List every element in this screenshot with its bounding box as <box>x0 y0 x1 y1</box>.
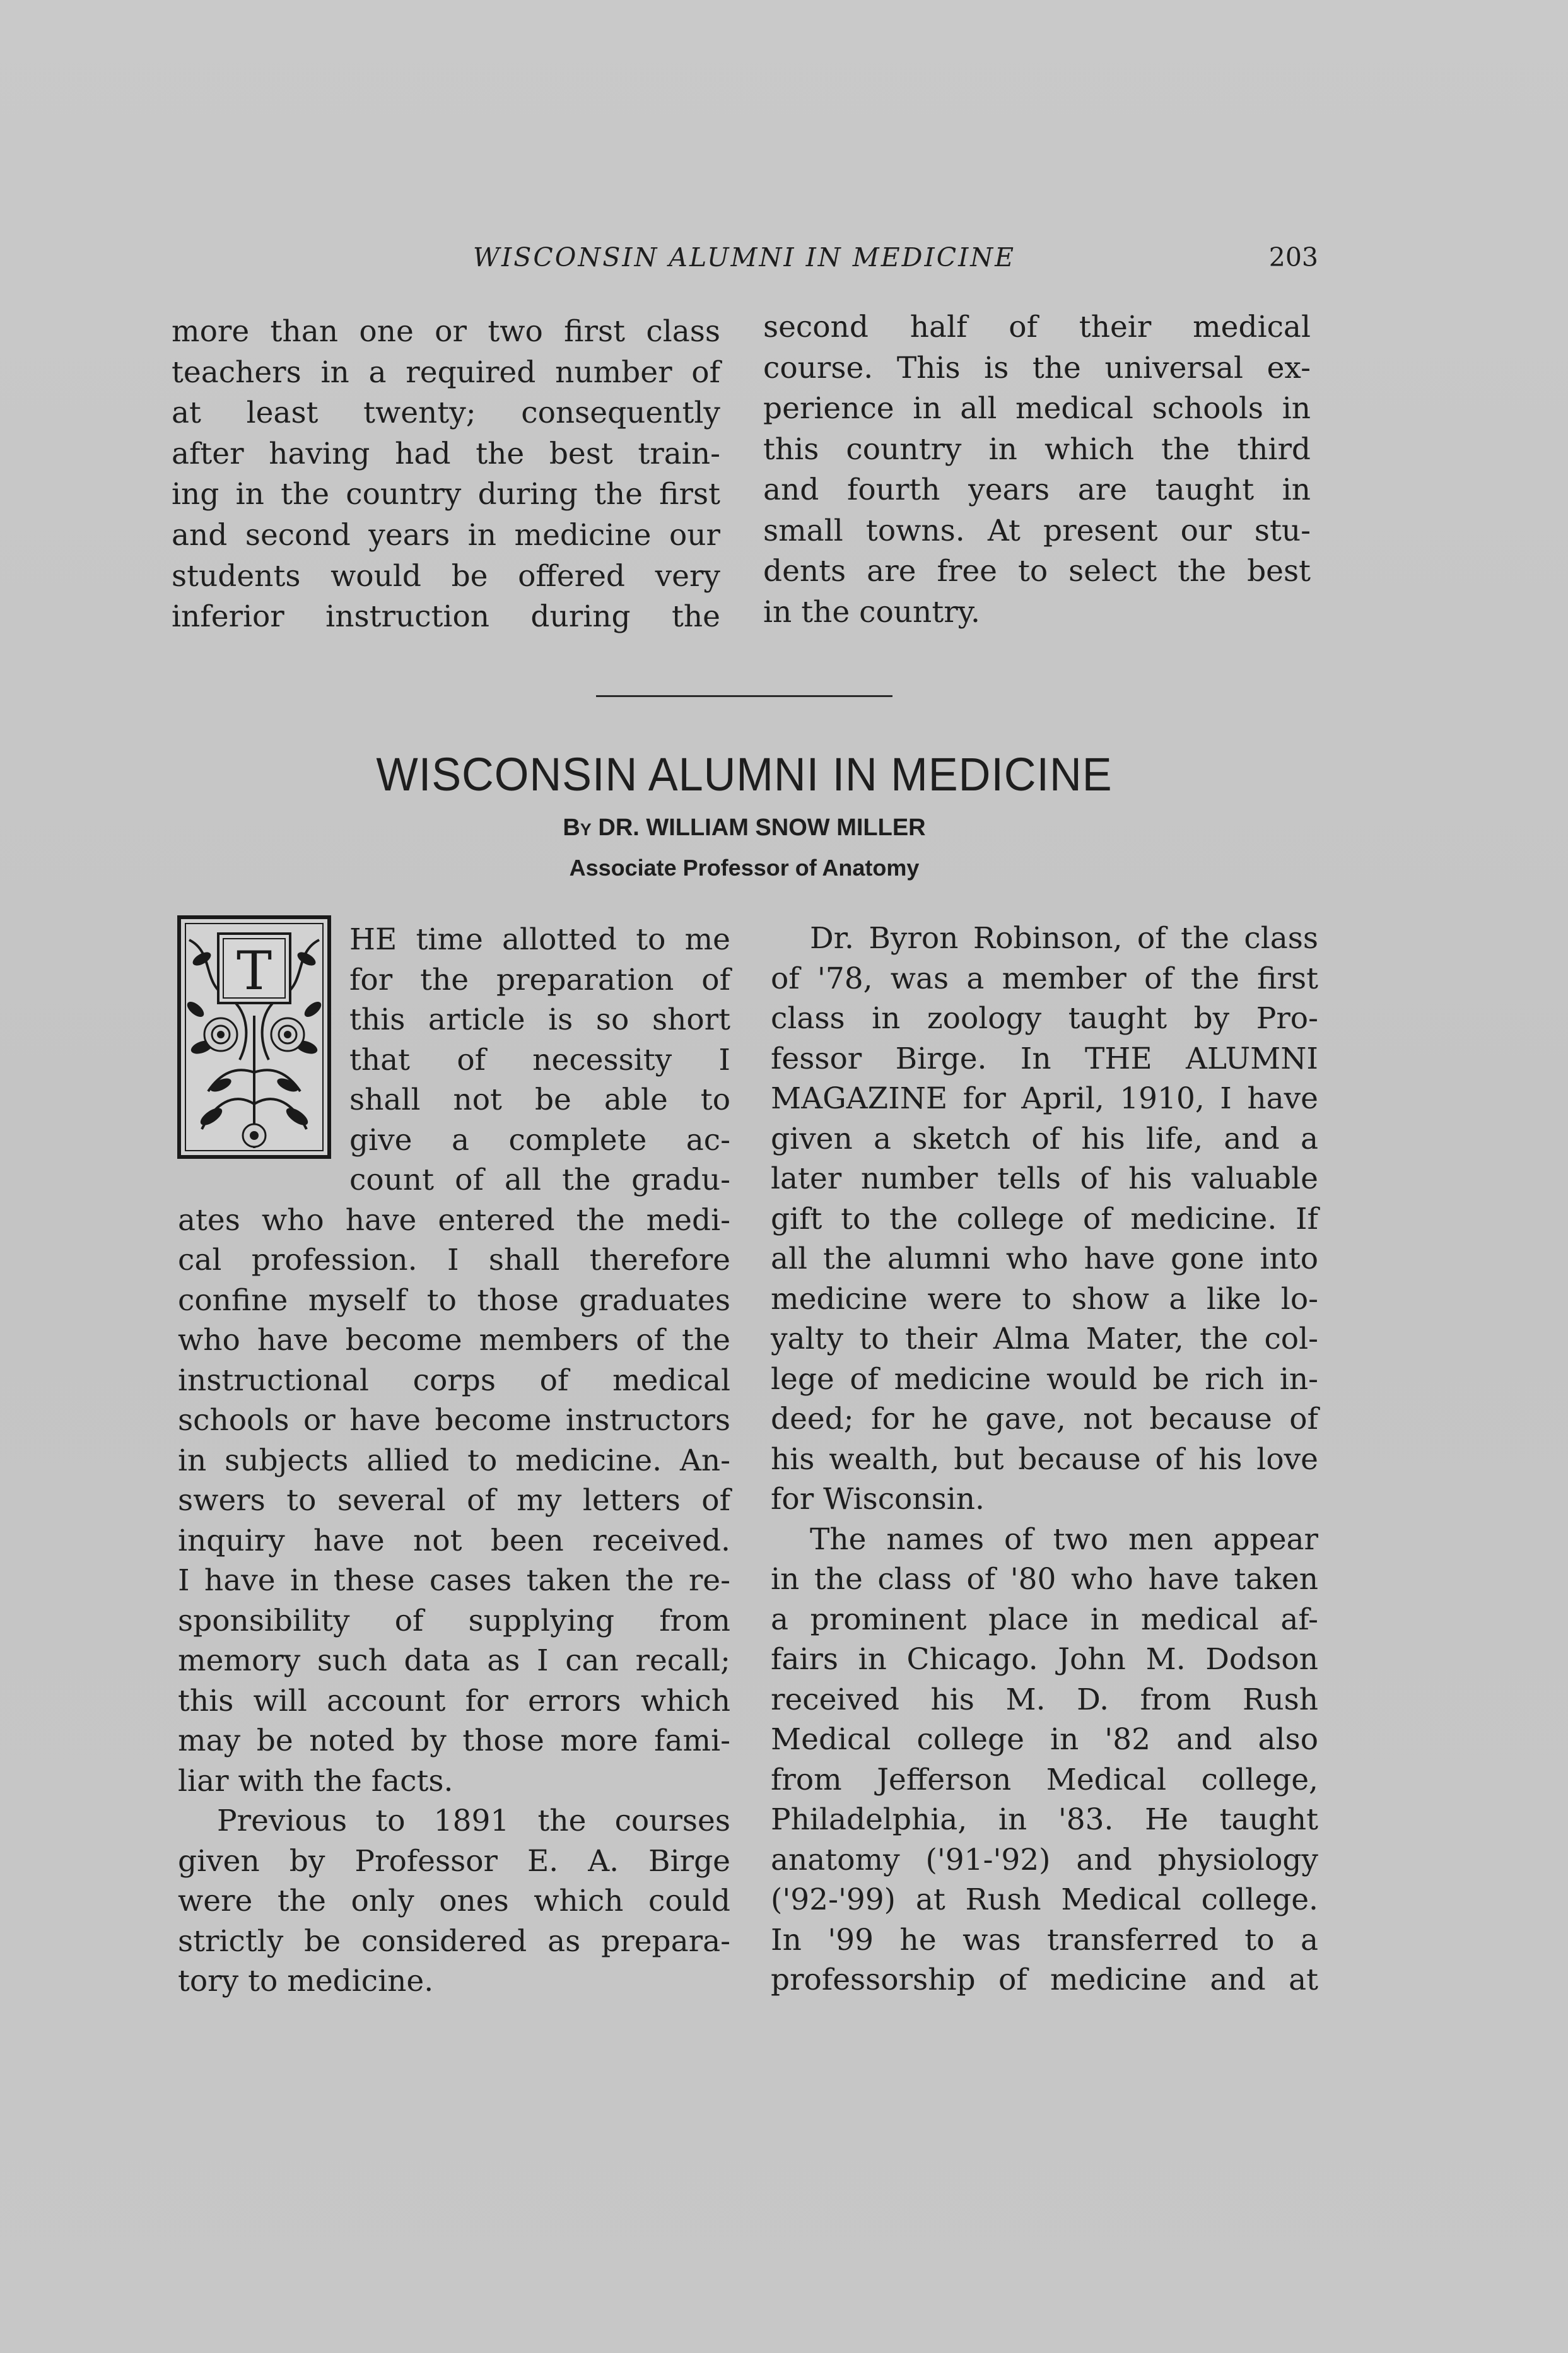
text-line: ('92-'99) at Rush Medical college. <box>771 1882 1318 1917</box>
text-line: course. This is the universal ex- <box>763 350 1311 385</box>
text-line: and fourth years are taught in <box>763 472 1311 507</box>
text-line: in the country. <box>763 594 980 630</box>
text-line: yalty to their Alma Mater, the col- <box>771 1322 1318 1356</box>
text-line: cal profession. I shall therefore <box>178 1243 730 1277</box>
text-line: given by Professor E. A. Birge <box>178 1843 730 1879</box>
text-line: all the alumni who have gone into <box>771 1241 1318 1276</box>
text-line: shall not be able to <box>349 1083 730 1117</box>
text-line: for Wisconsin. <box>771 1482 985 1517</box>
text-line: from Jefferson Medical college, <box>771 1762 1318 1797</box>
text-line: of '78, was a member of the first <box>771 961 1318 996</box>
text-line: memory such data as I can recall; <box>178 1643 730 1678</box>
text-line: second half of their medical <box>763 310 1311 344</box>
text-line: given a sketch of his life, and a <box>771 1121 1318 1156</box>
text-line: confine myself to those graduates <box>178 1282 730 1318</box>
text-line: inferior instruction during the <box>172 599 720 635</box>
text-line: may be noted by those more fami- <box>178 1723 730 1758</box>
text-line: count of all the gradu- <box>349 1163 730 1197</box>
text-line: fairs in Chicago. John M. Dodson <box>771 1642 1318 1677</box>
text-line: anatomy ('91-'92) and physiology <box>771 1842 1318 1877</box>
text-line: Previous to 1891 the courses <box>217 1804 730 1838</box>
text-line: this will account for errors which <box>178 1683 730 1718</box>
text-line: in the class of '80 who have taken <box>771 1562 1318 1597</box>
text-line: inquiry have not been received. <box>178 1523 730 1558</box>
text-line: In '99 he was transferred to a <box>771 1922 1318 1957</box>
byline <box>170 809 1318 847</box>
text-line: in subjects allied to medicine. An- <box>178 1443 730 1478</box>
text-line: Medical college in '82 and also <box>771 1722 1318 1757</box>
text-line: swers to several of my letters of <box>178 1483 730 1518</box>
text-line: a prominent place in medical af- <box>771 1602 1318 1637</box>
text-line: sponsibility of supplying from <box>178 1603 730 1638</box>
text-line: tory to medicine. <box>178 1964 434 1998</box>
article-right-column <box>771 918 1318 2000</box>
text-line: HE time allotted to me <box>349 922 730 957</box>
text-line: medicine were to show a like lo- <box>771 1281 1318 1317</box>
text-line: gift to the college of medicine. If <box>771 1201 1318 1236</box>
text-line: Philadelphia, in '83. He taught <box>771 1802 1318 1837</box>
running-head <box>170 238 1318 276</box>
text-line: were the only ones which could <box>178 1884 730 1918</box>
text-line: schools or have become instructors <box>178 1403 730 1438</box>
text-line: Dr. Byron Robinson, of the class <box>810 921 1318 956</box>
text-line: that of necessity I <box>349 1042 730 1077</box>
text-line: students would be offered very <box>172 558 720 594</box>
running-head-title: WISCONSIN ALUMNI IN MEDICINE <box>472 242 1016 273</box>
text-line: at least twenty; consequently <box>172 396 720 431</box>
text-line: for the preparation of <box>349 962 730 997</box>
text-line: I have in these cases taken the re- <box>178 1563 730 1598</box>
text-line: later number tells of his valuable <box>771 1161 1318 1196</box>
continued-text-right-column <box>763 307 1311 633</box>
byline-prefix: By <box>563 814 592 841</box>
text-line: more than one or two first class <box>172 314 720 349</box>
text-line: ates who have entered the medi- <box>178 1202 730 1238</box>
dropcap-letter: T <box>236 940 272 1002</box>
author-name: DR. WILLIAM SNOW MILLER <box>598 814 926 841</box>
article-left-column <box>178 920 730 2002</box>
text-line: who have become members of the <box>178 1323 730 1358</box>
text-line: lege of medicine would be rich in- <box>771 1361 1318 1397</box>
author-affiliation: Associate Professor of Anatomy <box>569 855 920 881</box>
text-line: give a complete ac- <box>349 1122 730 1158</box>
text-line: strictly be considered as prepara- <box>178 1923 730 1959</box>
text-line: ing in the country during the first <box>172 477 720 512</box>
continued-text-left-column <box>172 312 720 638</box>
text-line: this country in which the third <box>763 431 1311 467</box>
text-line: perience in all medical schools in <box>763 391 1311 426</box>
text-line: this article is so short <box>349 1002 730 1037</box>
text-line: his wealth, but because of his love <box>771 1441 1318 1477</box>
text-line: MAGAZINE for April, 1910, I have <box>771 1081 1318 1116</box>
text-line: professorship of medicine and at <box>771 1963 1318 1997</box>
text-line: class in zoology taught by Pro- <box>771 1001 1318 1036</box>
text-line: after having had the best train- <box>172 436 720 471</box>
text-line: instructional corps of medical <box>178 1363 730 1398</box>
text-line: teachers in a required number of <box>172 355 720 390</box>
text-line: liar with the facts. <box>178 1763 453 1798</box>
text-line: received his M. D. from Rush <box>771 1682 1318 1717</box>
text-line: dents are free to select the best <box>763 554 1311 589</box>
text-line: deed; for he gave, not because of <box>771 1402 1318 1436</box>
text-line: The names of two men appear <box>810 1522 1318 1557</box>
text-line: small towns. At present our stu- <box>763 513 1311 548</box>
text-line: and second years in medicine our <box>172 517 720 553</box>
page-number: 203 <box>1268 242 1318 273</box>
section-divider-rule <box>596 695 892 697</box>
article-title: WISCONSIN ALUMNI IN MEDICINE <box>376 748 1113 801</box>
text-line: fessor Birge. In THE ALUMNI <box>771 1041 1318 1076</box>
